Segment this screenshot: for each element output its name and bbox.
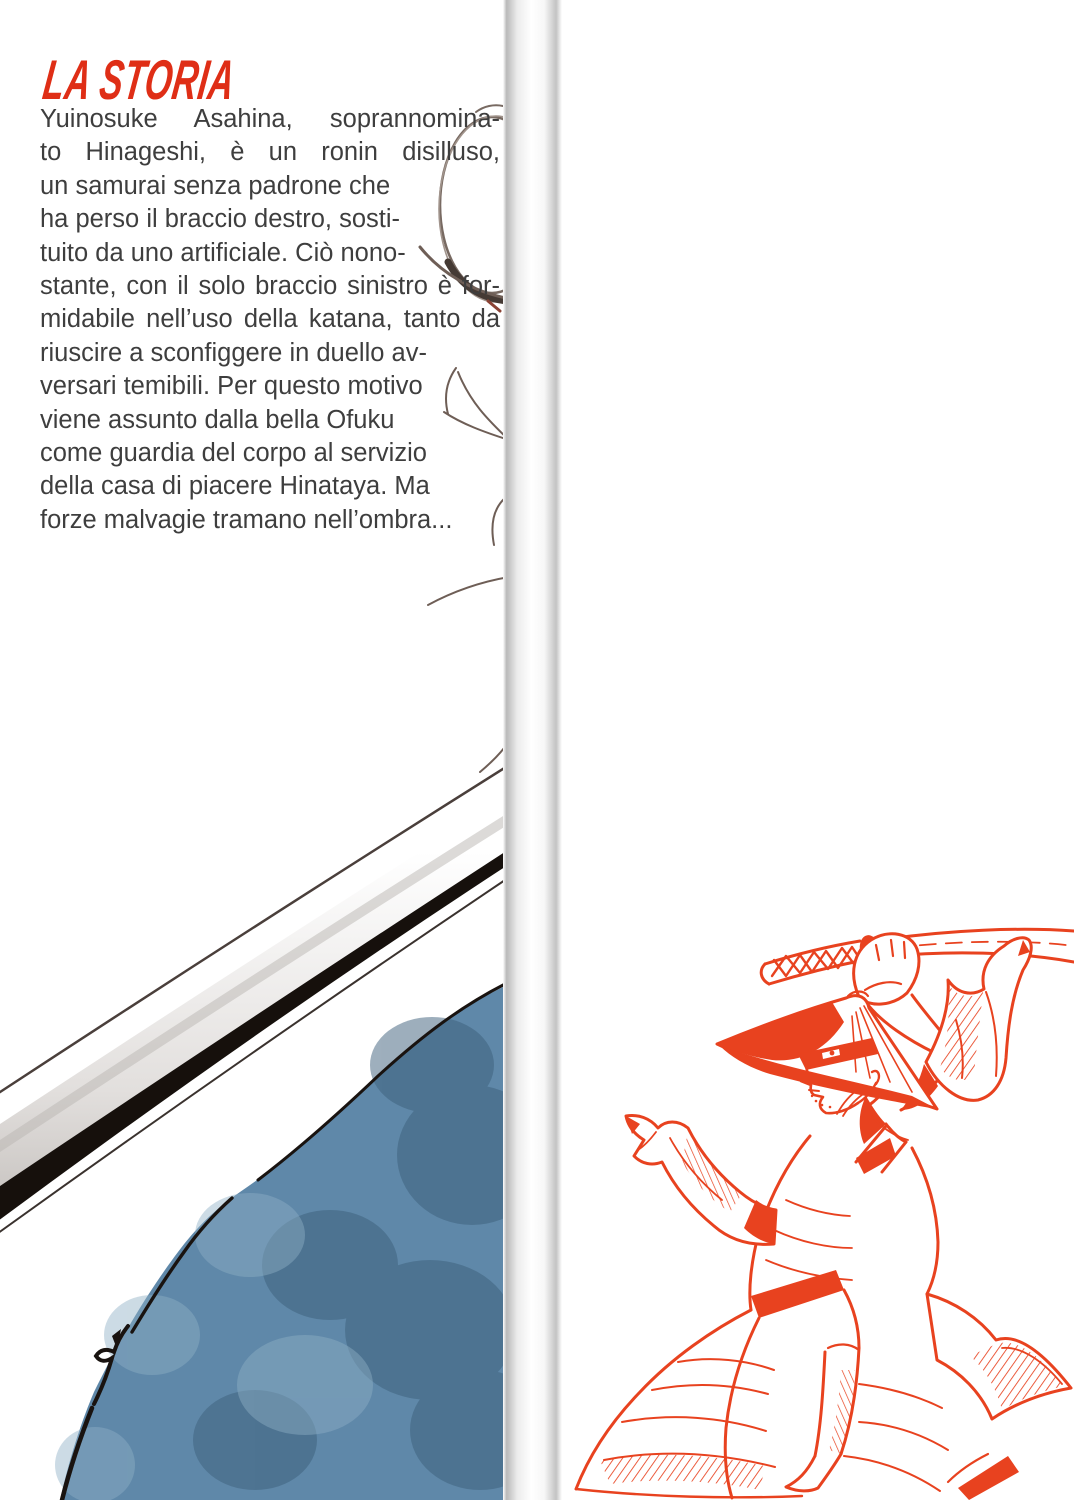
text-line: stante, con il solo braccio sinistro è for-	[40, 271, 500, 300]
text-line: to Hinageshi, è un ronin disilluso,	[40, 138, 500, 167]
page-left	[0, 0, 512, 1500]
obi-sash	[751, 1270, 844, 1318]
story-heading: LA STORIA	[39, 48, 240, 111]
text-line: riuscire a sconfiggere in duello av-	[40, 338, 427, 367]
text-line: midabile nell’uso della katana, tanto da	[40, 305, 500, 334]
left-sleeve	[626, 1116, 776, 1245]
text-line: versari temibili. Per questo motivo	[40, 372, 423, 401]
samurai-illustration	[560, 900, 1074, 1500]
text-line: ha perso il braccio destro, sosti-	[40, 205, 400, 234]
hakama-folds	[576, 1310, 948, 1498]
text-line: come guardia del corpo al servizio	[40, 438, 427, 467]
text-line: della casa di piacere Hinataya. Ma	[40, 472, 430, 501]
torso	[750, 1116, 938, 1310]
scabbard	[948, 1454, 1019, 1500]
text-line: forze malvagie tramano nell’ombra...	[40, 505, 453, 534]
right-sleeve	[926, 938, 1031, 1101]
text-line: un samurai senza padrone che	[40, 171, 391, 200]
robe-tail	[927, 1294, 1071, 1419]
page-fold-gutter	[503, 0, 562, 1500]
story-text	[40, 103, 500, 537]
text-line: Yuinosuke Asahina, soprannomina-	[40, 105, 500, 133]
text-line: tuito da uno artificiale. Ciò nono-	[40, 238, 406, 267]
text-line: viene assunto dalla bella Ofuku	[40, 405, 395, 434]
leg	[786, 1290, 859, 1491]
